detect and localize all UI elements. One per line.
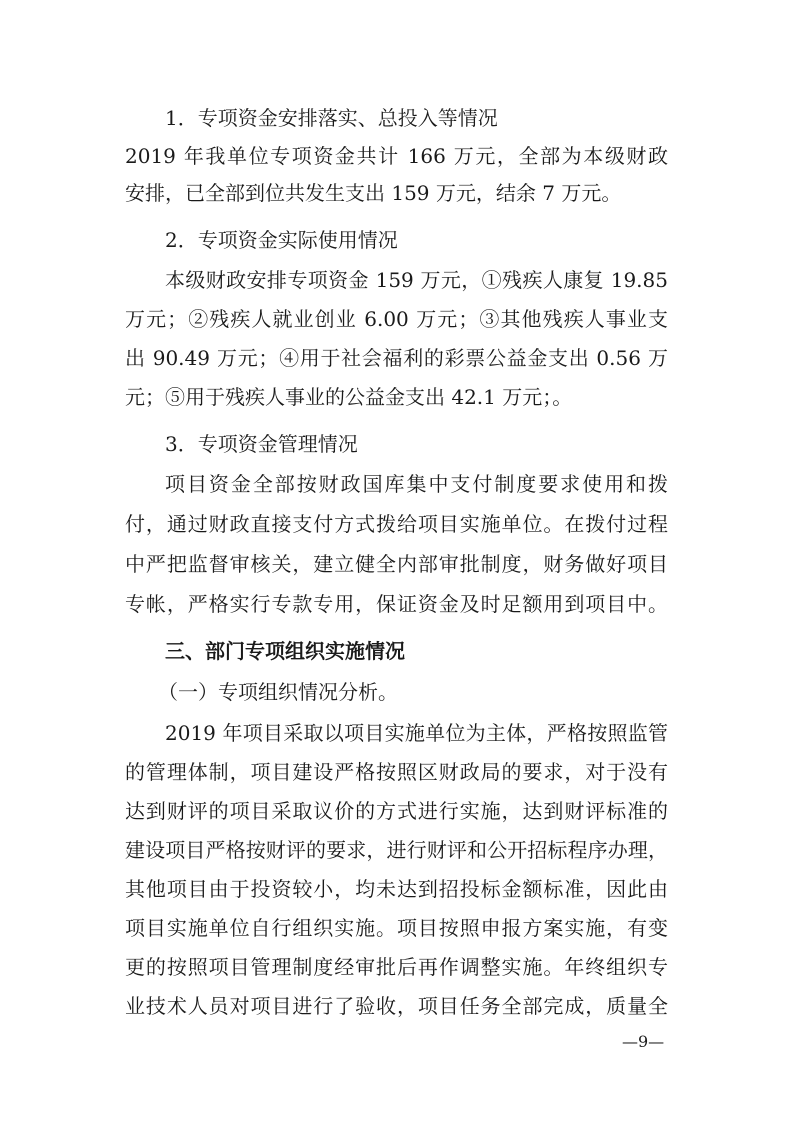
- page-number: —9—: [622, 1032, 665, 1051]
- paragraph-line: 项目实施单位自行组织实施。项目按照申报方案实施，有变: [125, 916, 668, 940]
- paragraph-line: 建设项目严格按财评的要求，进行财评和公开招标程序办理，: [125, 838, 668, 862]
- subheading-3: 3．专项资金管理情况: [165, 432, 358, 456]
- subheading-2: 2．专项资金实际使用情况: [165, 228, 398, 252]
- subheading-1: 1．专项资金安排落实、总投入等情况: [165, 106, 498, 130]
- paragraph-line: 专帐，严格实行专款专用，保证资金及时足额用到项目中。: [125, 592, 668, 616]
- paragraph-line: 安排，已全部到位共发生支出 159 万元，结余 7 万元。: [125, 181, 622, 205]
- section-heading: 三、部门专项组织实施情况: [165, 639, 405, 663]
- paragraph-line: 2019 年项目采取以项目实施单位为主体，严格按照监管: [165, 721, 668, 745]
- paragraph-line: 的管理体制，项目建设严格按照区财政局的要求，对于没有: [125, 760, 668, 784]
- paragraph-line: 付，通过财政直接支付方式拨给项目实施单位。在拨付过程: [125, 512, 668, 536]
- paragraph-line: 万元；②残疾人就业创业 6.00 万元；③其他残疾人事业支: [125, 307, 668, 331]
- paragraph-line: 业技术人员对项目进行了验收，项目任务全部完成，质量全: [125, 994, 668, 1018]
- paragraph-line: 更的按照项目管理制度经审批后再作调整实施。年终组织专: [125, 955, 668, 979]
- paragraph-line: 出 90.49 万元；④用于社会福利的彩票公益金支出 0.56 万: [125, 346, 668, 370]
- paragraph-line: 中严把监督审核关，建立健全内部审批制度，财务做好项目: [125, 552, 668, 576]
- paragraph-line: 项目资金全部按财政国库集中支付制度要求使用和拨: [165, 472, 668, 496]
- paragraph-line: 元；⑤用于残疾人事业的公益金支出 42.1 万元；。: [125, 385, 573, 409]
- paragraph-line: 其他项目由于投资较小，均未达到招投标金额标准，因此由: [125, 877, 668, 901]
- paragraph-line: 2019 年我单位专项资金共计 166 万元，全部为本级财政: [125, 144, 668, 168]
- paragraph-line: 本级财政安排专项资金 159 万元，①残疾人康复 19.85: [165, 268, 668, 292]
- paragraph-line: 达到财评的项目采取议价的方式进行实施，达到财评标准的: [125, 799, 668, 823]
- subsection-heading: （一）专项组织情况分析。: [158, 680, 398, 704]
